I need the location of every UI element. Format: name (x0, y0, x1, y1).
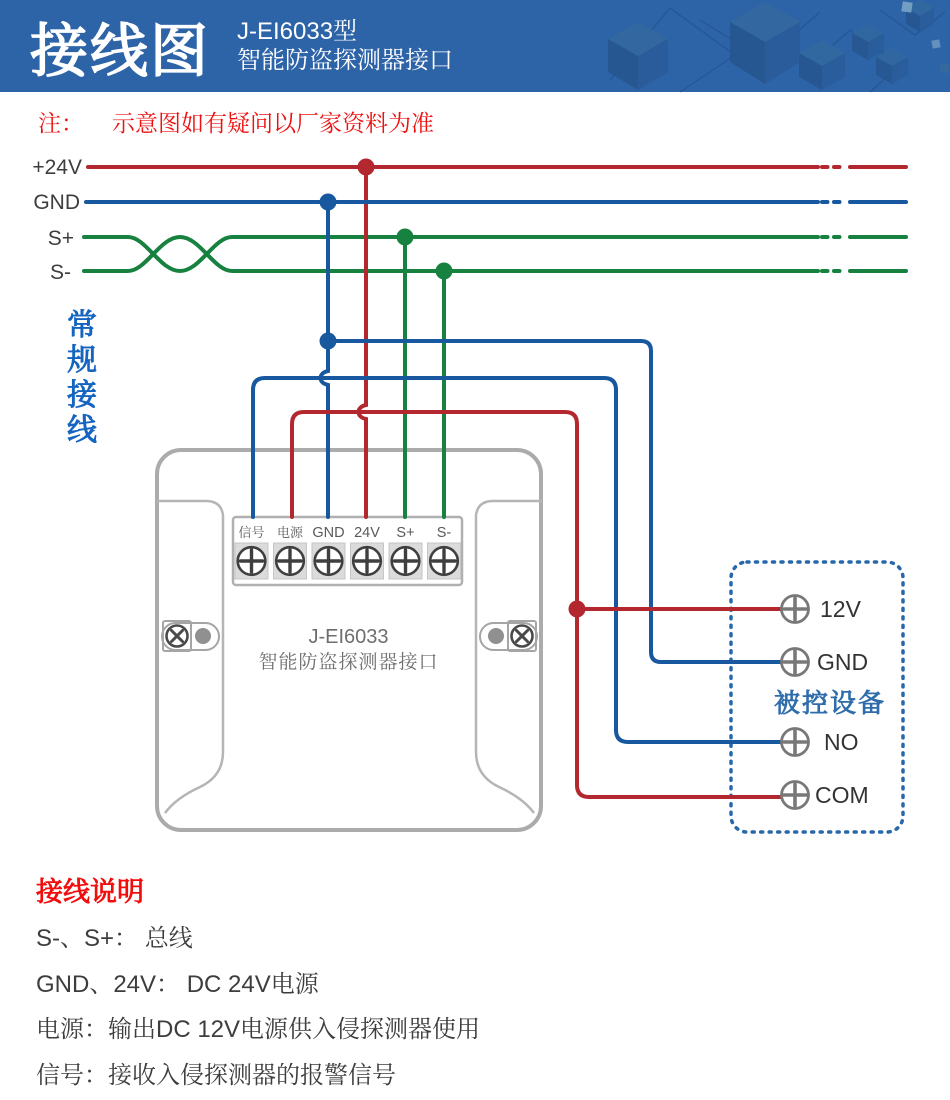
screw-com (782, 782, 809, 809)
device-model-text: J-EI6033 (308, 626, 389, 648)
svg-text:线: 线 (67, 414, 97, 447)
header-model: J-EI6033型 (237, 18, 358, 45)
controlled-device-title: 被控设备 (773, 688, 887, 718)
svg-text:规: 规 (67, 344, 97, 377)
section-label-conventional-wiring (67, 309, 98, 447)
junction-s-minus (436, 263, 453, 280)
terminal-label-power: 电源 (276, 525, 304, 540)
terminal-label-s-plus: S+ (396, 525, 415, 541)
ctrl-label-com: COM (815, 782, 869, 808)
junction-24v (358, 159, 375, 176)
junction-gnd (320, 194, 337, 211)
note-prefix: 注： (38, 110, 84, 136)
legend-heading: 接线说明 (36, 877, 144, 907)
screw-terminal-gnd (312, 543, 345, 579)
legend-item-power-output: 电源：输出DC 12V电源供入侵探测器使用 (36, 1016, 481, 1043)
ctrl-label-gnd: GND (817, 649, 869, 675)
note-text: 示意图如有疑问以厂家资料为准 (112, 110, 434, 136)
junction-12v-branch (569, 601, 586, 618)
legend-item-signal: 信号：接收入侵探测器的报警信号 (36, 1061, 396, 1089)
screw-terminal-s-minus (428, 543, 461, 579)
junction-s-plus (397, 229, 414, 246)
legend (36, 870, 480, 1100)
svg-text:接: 接 (67, 379, 97, 412)
bus-label-gnd: GND (33, 191, 80, 214)
bus-label-s-minus: S- (50, 261, 71, 284)
bus-label-s-plus: S+ (47, 227, 74, 250)
screw-gnd (782, 649, 809, 676)
legend-item-power-input: GND、24V： DC 24V电源 (36, 970, 319, 998)
page-title: 接线图 (30, 19, 211, 84)
terminal-label-gnd: GND (312, 525, 345, 541)
ctrl-label-no: NO (824, 729, 859, 755)
device-name-text: 智能防盗探测器接口 (258, 652, 439, 673)
screw-terminal-s-plus (389, 543, 422, 579)
bus-label-24v: +24V (32, 156, 82, 179)
svg-text:常: 常 (67, 309, 97, 342)
mount-hole-dot (195, 628, 211, 644)
legend-item-bus: S-、S+： 总线 (36, 925, 193, 952)
terminal-label-signal: 信号 (238, 525, 265, 540)
mount-hole-dot (488, 628, 504, 644)
terminal-label-24v: 24V (354, 525, 380, 541)
screw-terminal-signal (235, 543, 268, 579)
junction-gnd-branch (320, 333, 337, 350)
header-device-name: 智能防盗探测器接口 (237, 47, 453, 74)
screw-no (782, 729, 809, 756)
ctrl-label-12v: 12V (820, 596, 861, 622)
terminal-label-s-minus: S- (436, 525, 452, 541)
screw-terminal-24v (351, 543, 384, 579)
screw-terminal-power (274, 543, 307, 579)
screw-12v (782, 596, 809, 623)
